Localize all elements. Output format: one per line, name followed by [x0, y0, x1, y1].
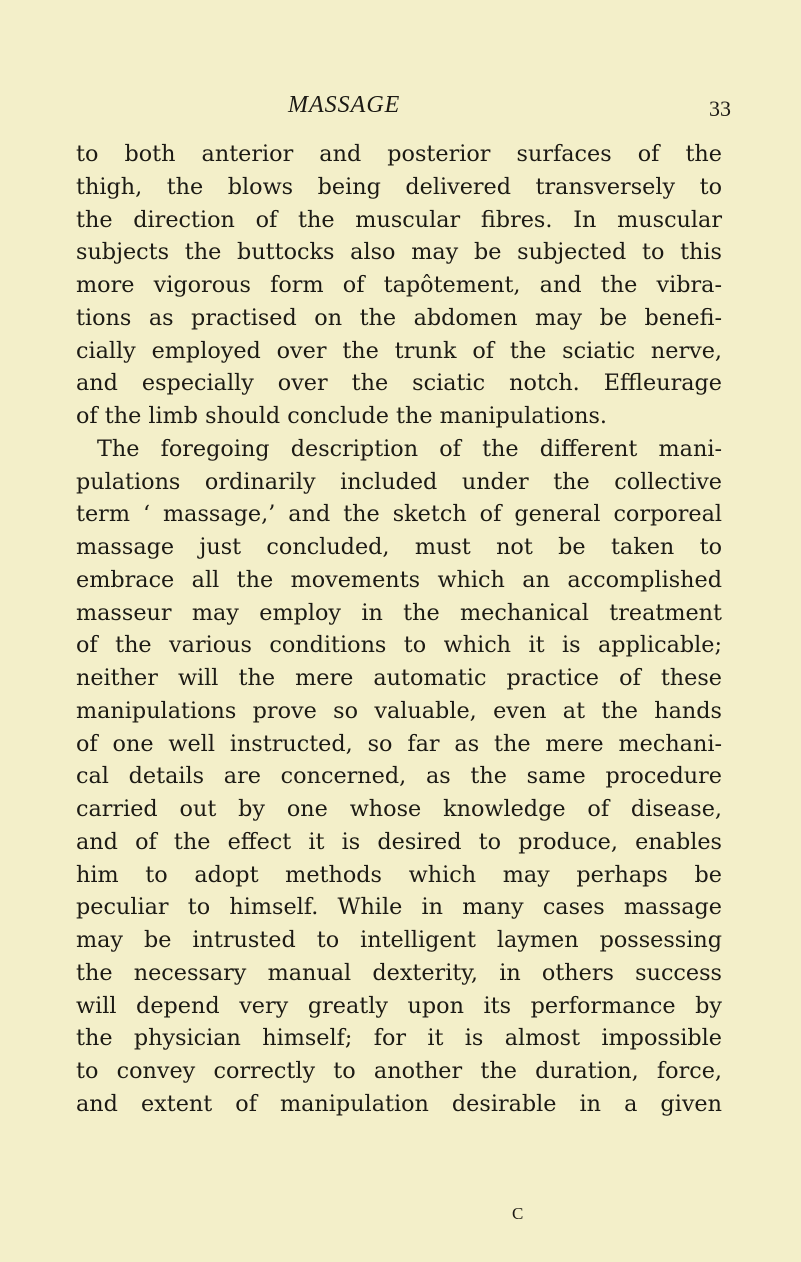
- text-line: the physician himself; for it is almost impossible: [76, 1025, 722, 1052]
- text-line: tions as practised on the abdomen may be benefi-: [76, 304, 722, 331]
- text-line: and especially over the sciatic notch. Effleurage: [76, 370, 722, 397]
- text-line: pulations ordinarily included under the collective: [76, 468, 722, 495]
- text-line: massage just concluded, must not be taken to: [76, 534, 722, 560]
- text-line: cially employed over the trunk of the sciatic nerve,: [76, 337, 722, 364]
- text-line: masseur may employ in the mechanical treatment: [76, 599, 722, 626]
- text-line: and of the effect it is desired to produce, enables: [76, 828, 722, 855]
- text-line: to both anterior and posterior surfaces of the: [76, 141, 722, 167]
- text-line: to convey correctly to another the duration, force,: [76, 1058, 722, 1084]
- text-line: thigh, the blows being delivered transversely to: [76, 173, 722, 200]
- text-line: neither will the mere automatic practice of these: [76, 665, 722, 691]
- body-text: [76, 138, 722, 1121]
- text-line: term ‘ massage,’ and the sketch of general corporeal: [76, 501, 722, 528]
- text-line: and extent of manipulation desirable in a given: [76, 1090, 722, 1117]
- page-number: 33: [709, 96, 731, 121]
- text-line: him to adopt methods which may perhaps be: [76, 861, 722, 888]
- text-line: peculiar to himself. While in many cases massage: [76, 894, 722, 921]
- text-line: of one well instructed, so far as the mere mechani-: [76, 730, 722, 757]
- text-line: may be intrusted to intelligent laymen possessing: [76, 927, 722, 953]
- text-line: embrace all the movements which an accomplished: [76, 566, 722, 593]
- text-line: cal details are concerned, as the same procedure: [76, 763, 722, 790]
- text-line: manipulations prove so valuable, even at the hands: [76, 697, 722, 724]
- text-line: will depend very greatly upon its performance by: [76, 992, 722, 1019]
- text-line: of the various conditions to which it is applicable;: [76, 632, 722, 659]
- text-line: carried out by one whose knowledge of disease,: [76, 796, 722, 822]
- text-line: the necessary manual dexterity, in others success: [76, 959, 722, 986]
- signature-mark: C: [512, 1204, 525, 1223]
- text-line: of the limb should conclude the manipulations.: [76, 403, 608, 429]
- text-line: the direction of the muscular fibres. In muscular: [76, 206, 722, 233]
- paragraph-first-line: The foregoing description of the different mani-: [97, 435, 722, 462]
- text-line: subjects the buttocks also may be subjected to this: [76, 239, 722, 266]
- running-head-title: MASSAGE: [288, 92, 401, 118]
- text-line: more vigorous form of tapôtement, and the vibra-: [76, 272, 722, 298]
